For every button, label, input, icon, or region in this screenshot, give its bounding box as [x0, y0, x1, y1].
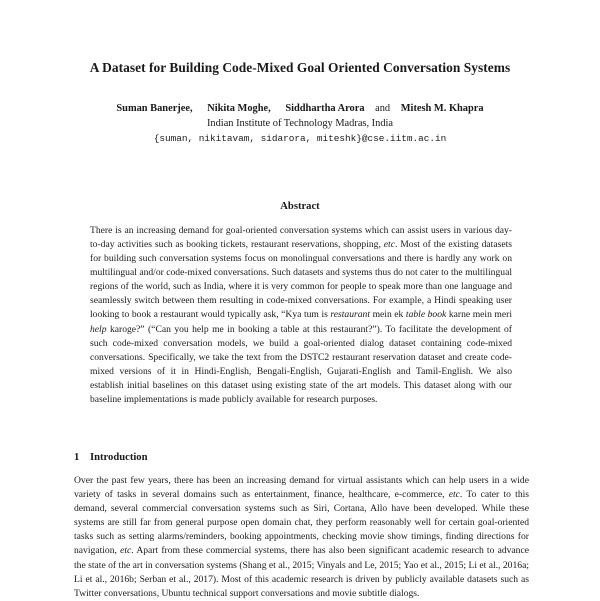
- paper-title: A Dataset for Building Code-Mixed Goal Oriented Conversation Systems: [89, 60, 511, 75]
- section-heading: [74, 452, 148, 463]
- abstract-heading: Abstract: [280, 201, 320, 212]
- abstract-emphasis: restaurant: [330, 309, 371, 321]
- author-connector: and: [375, 103, 391, 114]
- abstract-text: karne mein meri: [446, 309, 513, 321]
- author-line: [0, 103, 600, 114]
- abstract-body: [90, 224, 512, 407]
- intro-text: Over the past few years, there has been an increasing demand for virtual assistants which can help users in a wide variety of tasks in several domains such as entertainment, finance, healthcare, e-commerce,: [74, 475, 529, 501]
- abstract-emphasis: help: [90, 323, 107, 335]
- section-number: 1: [74, 452, 80, 463]
- abstract-text: . Most of the existing datasets for building such conversation systems focus on monolingual conversations and there is hardly any work on multilingual and/or code-mixed conversations. Such datasets and systems thus do not cater to the multilingual regions of the world, such as India, where it is very common for people to speak more than one language and seamlessly switch between them resulting in code-mixed conversations. For example, a Hindi speaking user looking to book a restaurant would typically ask, “Kya tum is: [90, 239, 512, 321]
- author-name: Siddhartha Arora: [285, 103, 365, 114]
- abstract-text: mein ek: [370, 309, 406, 321]
- intro-emphasis: etc: [448, 489, 460, 501]
- affiliation: Indian Institute of Technology Madras, India: [206, 118, 394, 129]
- author-emails: {suman, nikitavam, sidarora, miteshk}@cse.iitm.ac.in: [153, 133, 447, 144]
- intro-text: . To cater to this demand, several commercial conversation systems such as Siri, Cortana, Allo have been developed. While these systems are still far from general purpose open domain chat, they perform reasonably well for certain goal-oriented tasks such as setting alarms/reminders, booking appointments, checking movie show timings, finding directions for navigation,: [74, 489, 530, 557]
- intro-text: . Apart from these commercial systems, there has also been significant academic research to advance the state of the art in conversation systems (Shang et al., 2015; Vinyals and Le, 2015; Yao et al., 2015; Li et al., 2016a; Li et al., 2016b; Serban et al., 2017). Most of this academic research is driven by publicly available datasets such as Twitter conversations, Ubuntu technical support conversations and movie subtitle dialogs.: [74, 545, 529, 599]
- author-name: Suman Banerjee,: [116, 103, 193, 114]
- abstract-text: There is an increasing demand for goal-oriented conversation systems which can assist users in various day-to-day activities such as booking tickets, restaurant reservations, shopping,: [90, 225, 512, 251]
- introduction-body: [74, 474, 529, 601]
- intro-emphasis: etc: [120, 545, 132, 557]
- section-title: Introduction: [90, 452, 148, 463]
- author-name: Mitesh M. Khapra: [400, 103, 484, 114]
- abstract-emphasis: table book: [405, 309, 447, 321]
- abstract-text: karoge?” (“Can you help me in booking a table at this restaurant?”). To facilitate the development of such code-mixed conversation models, we build a goal-oriented dialog dataset containing code-mixed conversations. Specifically, we take the text from the DSTC2 restaurant reservation dataset and create code-mixed versions of it in Hindi-English, Bengali-English, Gujarati-English and Tamil-English. We also establish initial baselines on this dataset using existing state of the art models. This dataset along with our baseline implementations is made publicly available for research purposes.: [90, 323, 512, 405]
- abstract-emphasis: etc: [383, 239, 395, 251]
- author-name: Nikita Moghe,: [207, 103, 271, 114]
